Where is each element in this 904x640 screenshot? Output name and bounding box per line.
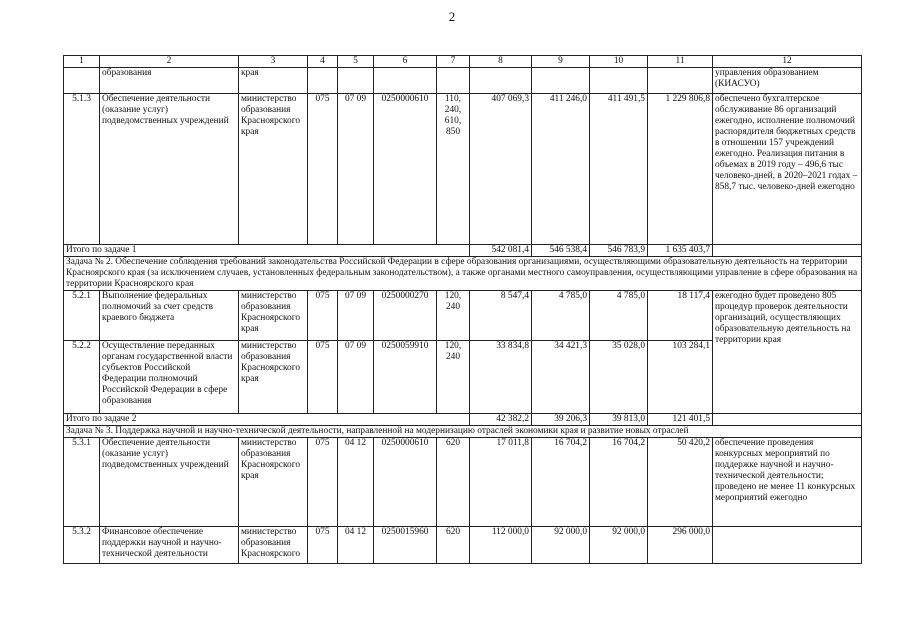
header-cell: 2 [100, 56, 239, 68]
cell-result: обеспечено бухгалтерское обслуживание 86 организаций ежегодно, исполнение полномочий распорядителя бюджетных средств в отношении 157 учреждений ежегодно. Реализация питания в объемах в 2019 году – 496,6 тыс человеко-дней, в 2020–2021 годах – 858,7 тыс. человеко-дней ежегодно [713, 94, 862, 245]
header-cell: 10 [590, 56, 648, 68]
budget-table [63, 55, 862, 564]
cell-csr: 0250000270 [374, 291, 437, 341]
cell-rzpr: 04 12 [338, 527, 374, 564]
cell-2020: 546 538,4 [532, 245, 590, 257]
cell-admin: министерство образования Красноярского края [239, 438, 308, 527]
task-3-heading: Задача № 3. Поддержка научной и научно-технической деятельности, направленной на модернизацию отраслей экономики края и развитие новых отраслей [64, 426, 862, 438]
cell-2020: 34 421,3 [532, 341, 590, 414]
cell-result: обеспечение проведения конкурсных мероприятий по поддержке научной и научно-технической деятельности; проведено не менее 11 конкурсных мероприятий ежегодно [713, 438, 862, 527]
header-cell: 12 [713, 56, 862, 68]
cell-number: 5.3.1 [64, 438, 100, 527]
page-number: 2 [448, 9, 456, 24]
header-cell: 1 [64, 56, 100, 68]
cell-2019: 42 382,2 [470, 414, 532, 426]
cell-rzpr: 04 12 [338, 438, 374, 527]
cell-total: 1 229 806,8 [648, 94, 713, 245]
cell-2021: 4 785,0 [590, 291, 648, 341]
cell-grbs: 075 [308, 341, 338, 414]
cell-grbs: 075 [308, 94, 338, 245]
cell-total: 50 420,2 [648, 438, 713, 527]
cell-total: 1 635 403,7 [648, 245, 713, 257]
cell-total: 121 401,5 [648, 414, 713, 426]
cell-name: образования [100, 68, 239, 94]
cell-number: 5.2.2 [64, 341, 100, 414]
cell-csr: 0250000610 [374, 438, 437, 527]
cell-vr: 110, 240, 610, 850 [437, 94, 470, 245]
cell-2021: 546 783,9 [590, 245, 648, 257]
cell-result: управления образованием (КИАСУО) [713, 68, 862, 94]
cell-csr: 0250000610 [374, 94, 437, 245]
cell-admin: министерство образования Красноярского края [239, 94, 308, 245]
table-row-5-3-2 [64, 527, 862, 564]
cell-2020: 411 246,0 [532, 94, 590, 245]
cell-2021: 92 000,0 [590, 527, 648, 564]
continuation-row [64, 68, 862, 94]
table-row-5-2-1 [64, 291, 862, 341]
cell-number: 5.3.2 [64, 527, 100, 564]
cell-2019: 33 834,8 [470, 341, 532, 414]
cell-vr: 120, 240 [437, 341, 470, 414]
cell-csr: 0250015960 [374, 527, 437, 564]
cell-admin: министерство образования Красноярского [239, 527, 308, 564]
header-cell: 5 [338, 56, 374, 68]
header-cell: 4 [308, 56, 338, 68]
cell-2019: 407 069,3 [470, 94, 532, 245]
header-cell: 3 [239, 56, 308, 68]
cell-admin: края [239, 68, 308, 94]
task-2-heading: Задача № 2. Обеспечение соблюдения требований законодательства Российской Федерации в сфере образования организациями, осуществляющими образовательную деятельность на территории Красноярского края (за исключением случаев, установленных федеральным законодательством), а также органами местного самоуправления, осуществляющими управление в сфере образования на территории Красноярского края [64, 257, 862, 291]
cell-name: Выполнение федеральных полномочий за счет средств краевого бюджета [100, 291, 239, 341]
task-2-row [64, 257, 862, 291]
cell-csr: 0250059910 [374, 341, 437, 414]
cell-admin: министерство образования Красноярского края [239, 341, 308, 414]
cell-2019: 112 000,0 [470, 527, 532, 564]
cell-name: Финансовое обеспечение поддержки научной и научно-технической деятельности [100, 527, 239, 564]
cell-name: Осуществление переданных органам государственной власти субъектов Российской Федерации полномочий Российской Федерации в сфере образования [100, 341, 239, 414]
cell-total: 103 284,1 [648, 341, 713, 414]
total-row-task-1 [64, 245, 862, 257]
cell-2021: 16 704,2 [590, 438, 648, 527]
cell-2020: 4 785,0 [532, 291, 590, 341]
header-cell: 7 [437, 56, 470, 68]
cell-vr: 120, 240 [437, 291, 470, 341]
cell-grbs: 075 [308, 291, 338, 341]
cell-grbs: 075 [308, 527, 338, 564]
cell-rzpr: 07 09 [338, 291, 374, 341]
header-cell: 11 [648, 56, 713, 68]
cell-number: 5.1.3 [64, 94, 100, 245]
cell-rzpr: 07 09 [338, 94, 374, 245]
cell-2021: 411 491,5 [590, 94, 648, 245]
total-row-task-2 [64, 414, 862, 426]
cell-2020: 39 206,3 [532, 414, 590, 426]
cell-vr: 620 [437, 438, 470, 527]
cell-2019: 17 011,8 [470, 438, 532, 527]
cell-grbs: 075 [308, 438, 338, 527]
cell-number: 5.2.1 [64, 291, 100, 341]
task-3-row [64, 426, 862, 438]
cell-2021: 39 813,0 [590, 414, 648, 426]
cell-2021: 35 028,0 [590, 341, 648, 414]
table-row-5-3-1 [64, 438, 862, 527]
cell-name: Обеспечение деятельности (оказание услуг) подведомственных учреждений [100, 94, 239, 245]
header-cell: 8 [470, 56, 532, 68]
total-label: Итого по задаче 1 [64, 245, 470, 257]
cell-total: 296 000,0 [648, 527, 713, 564]
cell-vr: 620 [437, 527, 470, 564]
cell-2019: 8 547,4 [470, 291, 532, 341]
header-cell: 9 [532, 56, 590, 68]
table-row-5-1-3 [64, 94, 862, 245]
cell-rzpr: 07 09 [338, 341, 374, 414]
total-label: Итого по задаче 2 [64, 414, 470, 426]
cell-2020: 16 704,2 [532, 438, 590, 527]
cell-2019: 542 081,4 [470, 245, 532, 257]
cell-total: 18 117,4 [648, 291, 713, 341]
cell-2020: 92 000,0 [532, 527, 590, 564]
cell-admin: министерство образования Красноярского края [239, 291, 308, 341]
header-cell: 6 [374, 56, 437, 68]
cell-result: ежегодно будет проведено 805 процедур проверок деятельности организаций, осуществляющих образовательную деятельность на территории края [713, 291, 862, 414]
header-row [64, 56, 862, 68]
cell-name: Обеспечение деятельности (оказание услуг) подведомственных учреждений [100, 438, 239, 527]
